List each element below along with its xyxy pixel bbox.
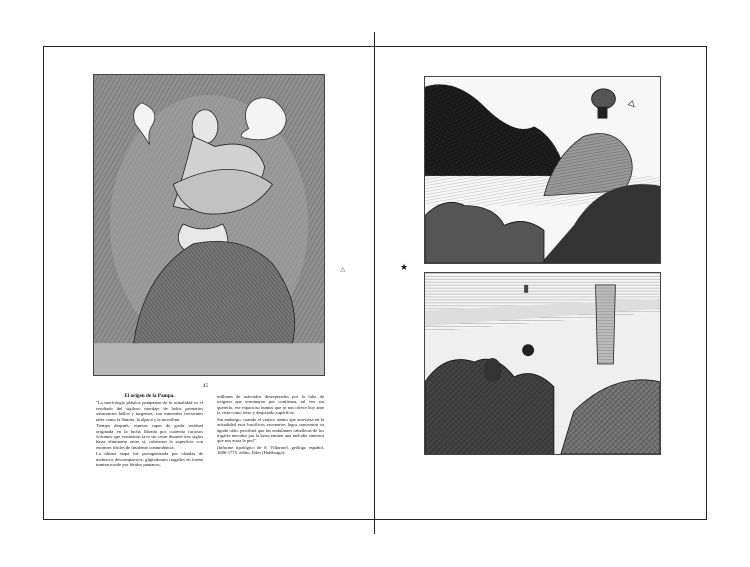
paragraph: (Informe tipológico de S. Villarruel, geólogo español, 1686-1775, editio, Ibles (Haleburgo). xyxy=(217,445,324,456)
paragraph: millones de arácnidos desesperados por la falta de oxígeno que terminaron por confirmar, tal vez sin quererlo, ese espacioso humus que se nos ofrece hoy ante la vista como terso y despejado superficie. xyxy=(217,394,324,416)
paper-mark-icon: ◬ xyxy=(340,265,346,273)
text-column-1 xyxy=(96,394,203,469)
page-number: 45 xyxy=(203,384,208,389)
page-gutter-line xyxy=(374,32,375,534)
article-title: El origen de la Pampa. xyxy=(124,393,175,399)
paragraph: Tiempo después, espesas capas de greda residual originada en la lucha librada por cuarenta furiosos volcanes que vomitaron lava sin cesar durante tres siglos hasta eliminarse entre sí, cubrieron la superficie con enormes fósiles de insolente contundencia. xyxy=(96,423,203,450)
paragraph: "La morfología plástica pampeana de la actualidad es el resultado del sigiloso mordaje de lodos primarios susurrantes bellos y turgentes, con minerales frecuentes tales como la llamita, la alpaca y la morsilina. xyxy=(96,400,203,422)
comic-panel-bottom xyxy=(424,272,661,455)
left-illustration xyxy=(93,74,325,376)
text-column-2 xyxy=(217,394,324,457)
star-ornament-icon: ★ xyxy=(400,262,409,272)
paragraph: Sin embargo, cuando el viajero atento que atraviesa en la actualidad esos bucólicos escenarios logra concentrar su agudo oído, percibirá que las ondulantes cabelleras de los trigales mecidos por la brisa emiten una melodía siniestra que nos eriza la piel". xyxy=(217,416,324,444)
comic-panel-top xyxy=(424,76,661,264)
paragraph: La última etapa fué protagonizada por oleadas de moluscos descompuestos, gliptodontes tragados en forma inmisericorde por fétidos pantanos, xyxy=(96,451,203,468)
